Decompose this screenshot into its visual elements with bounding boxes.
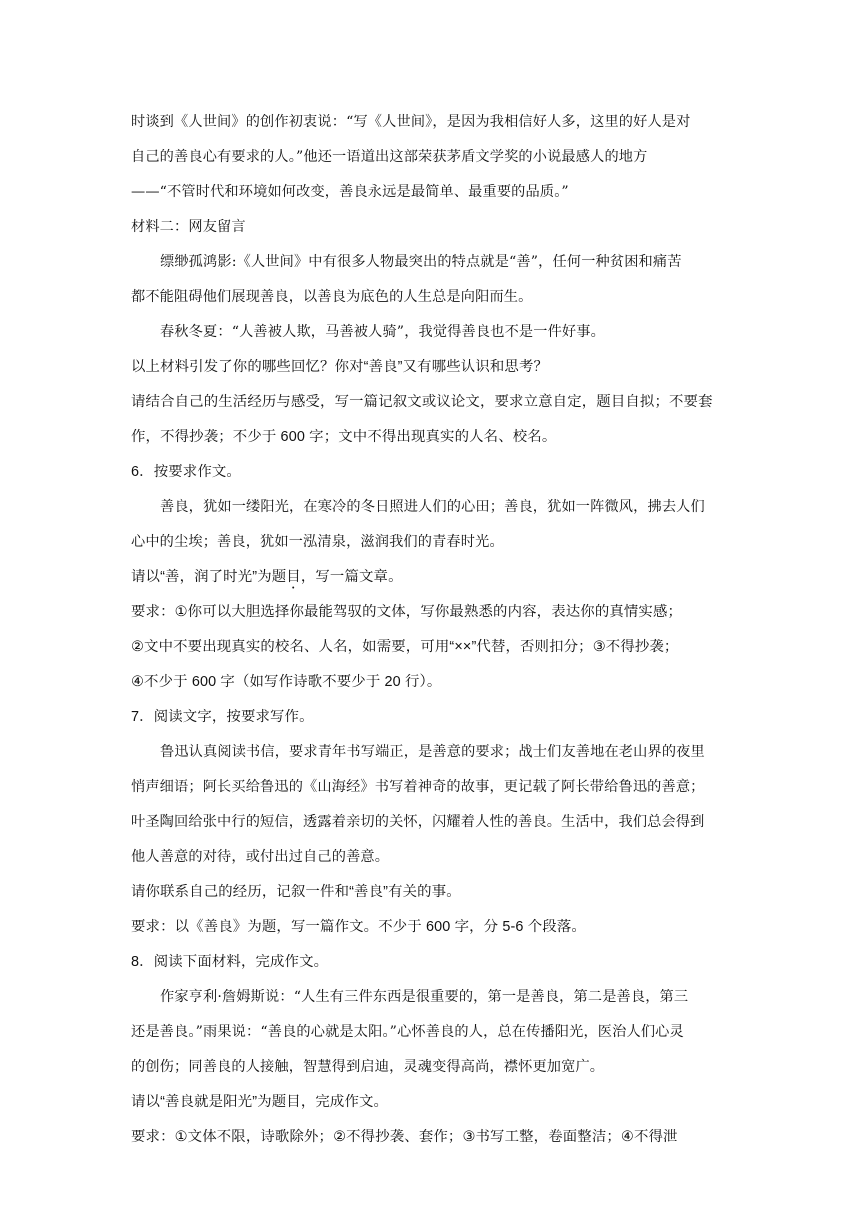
material-one-text-line-3: ——“不管时代和环境如何改变，善良永远是最简单、最重要的品质。” bbox=[131, 184, 569, 200]
question-7-instruction: 请你联系自己的经历，记叙一件和“善良”有关的事。 bbox=[131, 884, 461, 900]
question-8-title-instruction: 请以“善良就是阳光”为题目，完成作文。 bbox=[131, 1094, 389, 1110]
question-7-material-line-3: 叶圣陶回给张中行的短信，透露着亲切的关怀，闪耀着人性的善良。生活中，我们总会得到 bbox=[131, 814, 705, 830]
material-two-heading: 材料二：网友留言 bbox=[131, 219, 246, 235]
question-6-requirement-line-2: ②文中不要出现真实的校名、人名，如需要，可用“××”代替，否则扣分；③不得抄袭； bbox=[131, 639, 679, 655]
question-6-requirement-line-1: 要求：①你可以大胆选择你最能驾驭的文体，写你最熟悉的内容，表达你的真情实感； bbox=[131, 604, 683, 620]
question-6-material-line-1: 善良，犹如一缕阳光，在寒冷的冬日照进人们的心田；善良，犹如一阵微风，拂去人们 bbox=[160, 499, 705, 515]
question-8-material-line-1: 作家亨利·詹姆斯说：“人生有三件东西是很重要的，第一是善良，第二是善良，第三 bbox=[160, 989, 689, 1005]
netizen-comment-1-line-1: 缥缈孤鸿影:《人世间》中有很多人物最突出的特点就是“善”，任何一种贫困和痛苦 bbox=[160, 254, 682, 270]
question-8-material-line-2: 还是善良。”雨果说：“善良的心就是太阳。”心怀善良的人，总在传播阳光，医治人们心灵 bbox=[131, 1024, 684, 1040]
question-5-requirement-line-1: 请结合自己的生活经历与感受，写一篇记叙文或议论文，要求立意自定，题目自拟；不要套 bbox=[131, 394, 713, 410]
question-7-material-line-1: 鲁迅认真阅读书信，要求青年书写端正，是善意的要求；战士们友善地在老山界的夜里 bbox=[160, 744, 705, 760]
question-6-heading: 6．按要求作文。 bbox=[131, 464, 241, 480]
netizen-comment-2: 春秋冬夏：“人善被人欺，马善被人骑”，我觉得善良也不是一件好事。 bbox=[160, 324, 605, 340]
question-8-requirement-line-1: 要求：①文体不限，诗歌除外；②不得抄袭、套作；③书写工整，卷面整洁；④不得泄 bbox=[131, 1129, 678, 1145]
question-7-material-line-4: 他人善意的对待，或付出过自己的善意。 bbox=[131, 849, 390, 865]
material-one-text-line-2: 自己的善良心有要求的人。”他还一语道出这部荣获茅盾文学奖的小说最感人的地方 bbox=[131, 149, 648, 165]
question-6-title-instruction bbox=[131, 560, 731, 595]
question-8-material-line-3: 的创伤；同善良的人接触，智慧得到启迪，灵魂变得高尚，襟怀更加宽广。 bbox=[131, 1059, 605, 1075]
material-one-text-line-1: 时谈到《人世间》的创作初衷说：“写《人世间》，是因为我相信好人多，这里的好人是对 bbox=[131, 114, 691, 130]
emphasized-character: 目 bbox=[286, 569, 301, 585]
question-6-material-line-2: 心中的尘埃；善良，犹如一泓清泉，滋润我们的青春时光。 bbox=[131, 534, 504, 550]
title-instruction-text: 请以“善，润了时光”为题 bbox=[131, 569, 287, 585]
document-body bbox=[131, 105, 731, 1155]
question-5-requirement-line-2: 作，不得抄袭；不少于 600 字；文中不得出现真实的人名、校名。 bbox=[131, 429, 557, 445]
question-7-requirement: 要求：以《善良》为题，写一篇作文。不少于 600 字，分 5-6 个段落。 bbox=[131, 919, 586, 935]
question-8-heading: 8．阅读下面材料，完成作文。 bbox=[131, 954, 329, 970]
question-5-prompt: 以上材料引发了你的哪些回忆？你对“善良”又有哪些认识和思考？ bbox=[131, 359, 549, 375]
question-6-requirement-line-3: ④不少于 600 字（如写作诗歌不要少于 20 行）。 bbox=[131, 674, 442, 690]
question-7-material-line-2: 悄声细语；阿长买给鲁迅的《山海经》书写着神奇的故事，更记载了阿长带给鲁迅的善意； bbox=[131, 779, 705, 795]
title-instruction-text-end: ，写一篇文章。 bbox=[300, 569, 403, 585]
netizen-comment-1-line-2: 都不能阻碍他们展现善良，以善良为底色的人生总是向阳而生。 bbox=[131, 289, 533, 305]
question-7-heading: 7．阅读文字，按要求写作。 bbox=[131, 709, 314, 725]
